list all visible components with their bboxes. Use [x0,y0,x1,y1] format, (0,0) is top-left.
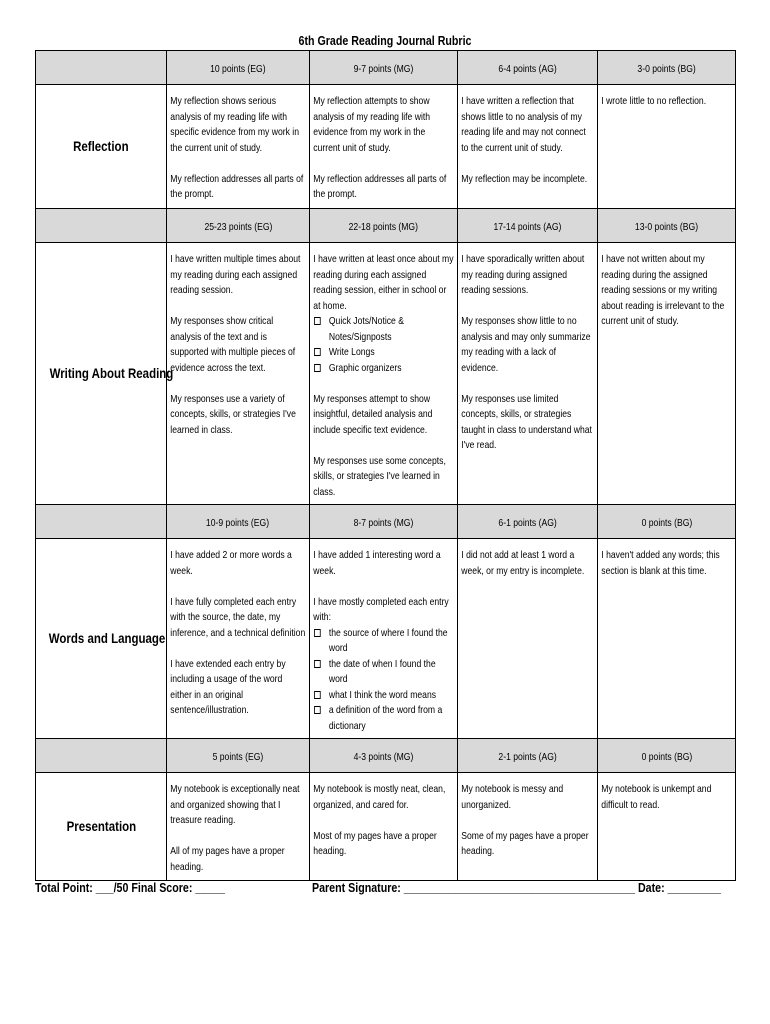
descriptor-text: My notebook is exceptionally neat and organized showing that I treasure reading. [170,783,300,826]
descriptor-text: My responses show little to no analysis and may only summarize my reading with a lack of evidence. [461,315,591,374]
criterion-label-cell [36,243,174,505]
score-header-cell [167,505,310,539]
score-header-cell [167,209,310,243]
score-header-cell [167,739,310,773]
checklist-item-text: a definition of the word from a dictionary [328,704,443,732]
total-points-line: Total Point: ___/50 Final Score: _____ [35,880,225,895]
score-header-row [36,505,736,539]
descriptor-text: I have written at least once about my reading during each assigned reading session, either in school or at home. [313,253,454,312]
checklist-item [313,345,453,361]
checklist-item [313,314,453,345]
checklist-item [313,361,453,377]
score-range-label: 10-9 points (EG) [206,516,270,529]
checklist-item-text: Quick Jots/Notice & Notes/Signposts [328,315,404,343]
checklist-item [313,703,453,734]
descriptor-text: My reflection addresses all parts of the prompt. [170,172,304,200]
descriptor-text: My reflection attempts to show analysis of my reading life with evidence from my work in the current unit of study. [313,95,431,154]
score-range-label: 22-18 points (MG) [348,220,419,233]
criterion-label-cell [36,773,167,881]
checklist [313,314,453,376]
descriptor-text: My notebook is messy and unorganized. [461,783,564,811]
checkbox-icon [314,348,321,356]
descriptor-text: I have written a reflection that shows little to no analysis of my reading life and may not connect to the current unit of study. [461,95,586,154]
score-header-cell [598,51,736,85]
score-range-label: 4-3 points (MG) [353,750,414,763]
score-range-label: 9-7 points (MG) [353,62,414,75]
criteria-row [36,243,736,505]
descriptor-text: I have fully completed each entry with the source, the date, my inference, and a technical definition [170,595,306,639]
header-blank-cell [36,739,167,773]
criterion-label: Presentation [66,817,136,834]
descriptor-cell [458,243,598,505]
descriptor-text: I haven't added any words; this section is blank at this time. [601,549,720,577]
criterion-label: Writing About Reading [49,364,174,381]
descriptor-cell [167,539,310,739]
score-range-label: 25-23 points (EG) [204,220,272,233]
score-header-row [36,739,736,773]
descriptor-text: I have extended each entry by including a usage of the word either in an original sentence/illustration. [170,657,286,716]
descriptor-cell [310,773,458,881]
descriptor-text: I did not add at least 1 word a week, or my entry is incomplete. [461,549,585,577]
score-range-label: 13-0 points (BG) [634,220,699,233]
descriptor-text: Most of my pages have a proper heading. [313,829,437,857]
descriptor-text: My notebook is unkempt and difficult to read. [601,783,712,811]
criterion-label-cell [36,539,167,739]
header-blank-cell [36,51,167,85]
checklist-item-text: Graphic organizers [328,361,402,374]
descriptor-text: My responses use a variety of concepts, skills, or strategies I've learned in class. [170,392,296,436]
score-header-cell [167,51,310,85]
descriptor-text: My responses attempt to show insightful, detailed analysis and include specific text evidence. [313,392,433,436]
checklist-item-text: what I think the word means [328,688,437,701]
parent-signature-line: Parent Signature: _______________________________________ Date: _________ [312,880,721,895]
checkbox-icon [314,629,321,637]
score-range-label: 5 points (EG) [212,750,264,763]
descriptor-text: I have sporadically written about my reading during assigned reading sessions. [461,253,585,296]
descriptor-text: My responses use limited concepts, skills, or strategies taught in class to understand what I've read. [461,392,592,451]
descriptor-cell [167,243,310,505]
descriptor-text: My responses use some concepts, skills, or strategies I've learned in class. [313,454,446,498]
score-range-label: 3-0 points (BG) [637,62,696,75]
descriptor-text: I have added 1 interesting word a week. [313,549,441,577]
descriptor-text: I have mostly completed each entry with: [313,595,449,623]
checkbox-icon [314,706,321,714]
score-range-label: 0 points (BG) [641,750,692,763]
descriptor-cell [458,539,598,739]
criterion-label: Reflection [73,137,129,154]
descriptor-cell [598,243,736,505]
checklist-item-text: the date of when I found the word [328,657,436,685]
checkbox-icon [314,660,321,668]
header-blank-cell [36,209,167,243]
score-header-row [36,51,736,85]
criteria-row [36,539,736,739]
descriptor-text: I wrote little to no reflection. [601,95,707,107]
criterion-label: Words and Language [48,629,166,646]
score-header-cell [458,209,598,243]
descriptor-text: I have not written about my reading during the assigned reading sessions or my writing about reading is irrelevant to the current unit of study. [601,253,725,327]
criteria-row [36,85,736,209]
descriptor-text: I have added 2 or more words a week. [170,549,292,577]
descriptor-cell [167,773,310,881]
descriptor-cell [458,85,598,209]
descriptor-cell [310,539,458,739]
descriptor-cell [598,85,736,209]
score-range-label: 2-1 points (AG) [498,750,557,763]
descriptor-cell [310,243,458,505]
descriptor-text: Some of my pages have a proper heading. [461,829,589,857]
checkbox-icon [314,317,321,325]
rubric-table [35,50,736,881]
score-header-cell [458,739,598,773]
descriptor-cell [167,85,310,209]
score-range-label: 0 points (BG) [641,516,692,529]
criterion-label-cell [36,85,167,209]
descriptor-text: My notebook is mostly neat, clean, organized, and cared for. [313,783,446,811]
checklist-item [313,657,453,688]
score-header-cell [598,505,736,539]
score-header-cell [598,209,736,243]
checklist-item-text: the source of where I found the word [328,626,448,654]
score-header-row [36,209,736,243]
descriptor-cell [458,773,598,881]
score-header-cell [310,505,458,539]
checklist [313,626,453,735]
score-range-label: 10 points (EG) [210,62,266,75]
checkbox-icon [314,364,321,372]
criteria-row [36,773,736,881]
checkbox-icon [314,691,321,699]
header-blank-cell [36,505,167,539]
descriptor-text: All of my pages have a proper heading. [170,845,285,873]
descriptor-text: I have written multiple times about my reading during each assigned reading session. [170,253,301,296]
descriptor-cell [310,85,458,209]
descriptor-text: My responses show critical analysis of the text and is supported with multiple pieces of evidence across the text. [170,315,296,374]
descriptor-cell [598,773,736,881]
descriptor-text: My reflection addresses all parts of the prompt. [313,172,447,200]
score-header-cell [458,51,598,85]
score-range-label: 6-4 points (AG) [498,62,557,75]
checklist-item-text: Write Longs [328,346,375,358]
score-header-cell [310,51,458,85]
descriptor-cell [598,539,736,739]
score-header-cell [310,739,458,773]
page-title: 6th Grade Reading Journal Rubric [298,33,472,48]
score-header-cell [310,209,458,243]
score-header-cell [458,505,598,539]
checklist-item [313,688,453,704]
descriptor-text: My reflection may be incomplete. [461,172,588,185]
checklist-item [313,626,453,657]
score-range-label: 17-14 points (AG) [493,220,562,233]
descriptor-text: My reflection shows serious analysis of my reading life with specific evidence from my work in the current unit of study. [170,95,299,154]
score-range-label: 8-7 points (MG) [353,516,414,529]
score-range-label: 6-1 points (AG) [498,516,557,529]
score-header-cell [598,739,736,773]
